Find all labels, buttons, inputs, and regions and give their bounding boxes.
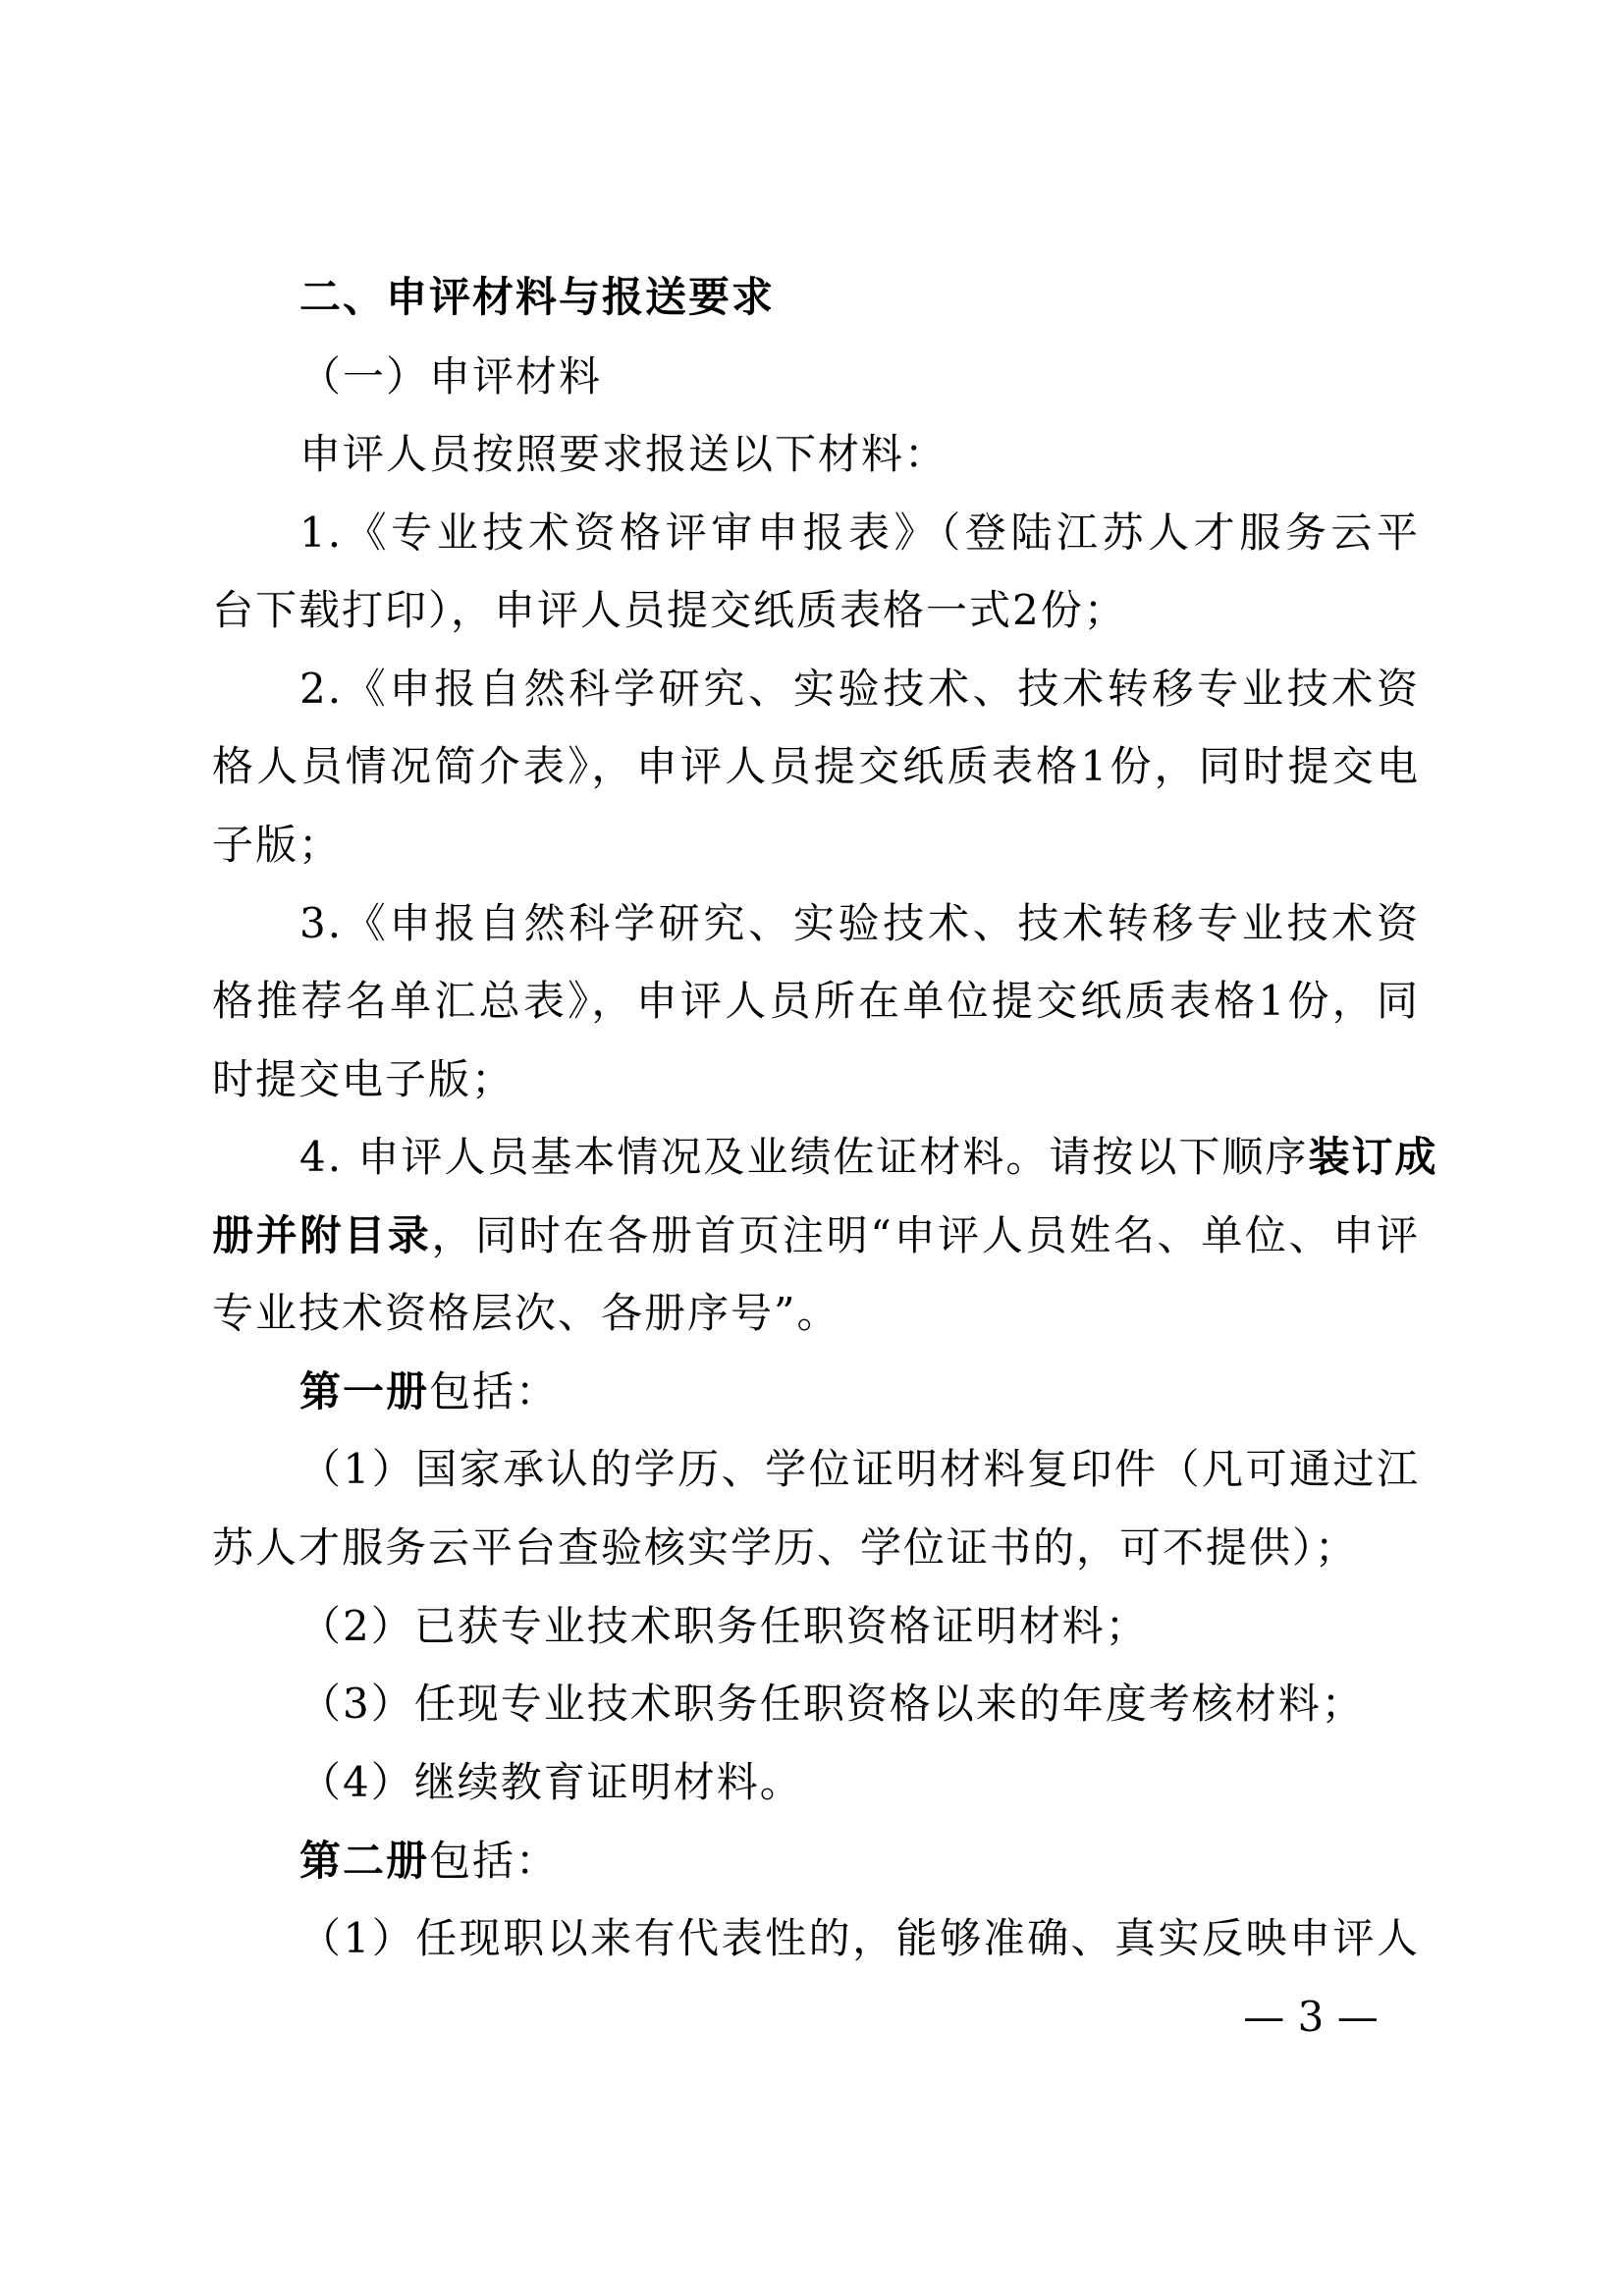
item4-line3: 专业技术资格层次、各册序号”。	[212, 1289, 840, 1337]
item4-line1-text: 4. 申评人员基本情况及业绩佐证材料。请按以下顺序	[299, 1133, 1309, 1181]
volume1-item: （4）继续教育证明材料。	[299, 1758, 803, 1806]
volume1-title: 第一册	[299, 1367, 430, 1415]
volume2-title: 第二册	[299, 1837, 430, 1885]
item1-line2: 台下载打印），申评人员提交纸质表格一式2份；	[212, 586, 1127, 634]
item3-line1: 3.《申报自然科学研究、实验技术、技术转移专业技术资	[299, 899, 1420, 947]
intro-paragraph: 申评人员按照要求报送以下材料：	[299, 430, 948, 478]
volume1-item: （2）已获专业技术职务任职资格证明材料；	[299, 1602, 1149, 1650]
item1-line1: 1.《专业技术资格评审申报表》（登陆江苏人才服务云平	[299, 508, 1420, 557]
item4-line2	[212, 1211, 1420, 1259]
section-heading: 二、申评材料与报送要求	[299, 273, 776, 321]
item2-line2: 格人员情况简介表》，申评人员提交纸质表格1份，同时提交电	[212, 742, 1420, 790]
volume1-heading	[299, 1367, 1420, 1415]
volume2-item: （1）任现职以来有代表性的，能够准确、真实反映申评人	[299, 1914, 1420, 1962]
page-number: — 3 —	[1243, 1993, 1379, 2041]
volume2-heading	[299, 1837, 1420, 1885]
item4-line2-text: ，同时在各册首页注明“申评人员姓名、单位、申评	[431, 1211, 1420, 1259]
volume1-item: 苏人才服务云平台查验核实学历、学位证书的，可不提供）；	[212, 1523, 1359, 1572]
volume1-item: （1）国家承认的学历、学位证明材料复印件（凡可通过江	[299, 1445, 1420, 1493]
item2-line3: 子版；	[212, 821, 343, 869]
item2-line1: 2.《申报自然科学研究、实验技术、技术转移专业技术资	[299, 665, 1420, 713]
item4-line2-bold: 册并附目录	[212, 1211, 432, 1259]
item4-line1-bold: 装订成	[1308, 1133, 1438, 1181]
volume1-suffix: 包括：	[429, 1367, 560, 1415]
item3-line3: 时提交电子版；	[212, 1055, 515, 1103]
item3-line2: 格推荐名单汇总表》，申评人员所在单位提交纸质表格1份，同	[212, 977, 1420, 1025]
volume2-suffix: 包括：	[429, 1837, 560, 1885]
subheading: （一）申评材料	[299, 352, 603, 400]
item4-line1	[299, 1133, 1438, 1181]
volume1-item: （3）任现专业技术职务任职资格以来的年度考核材料；	[299, 1680, 1365, 1728]
